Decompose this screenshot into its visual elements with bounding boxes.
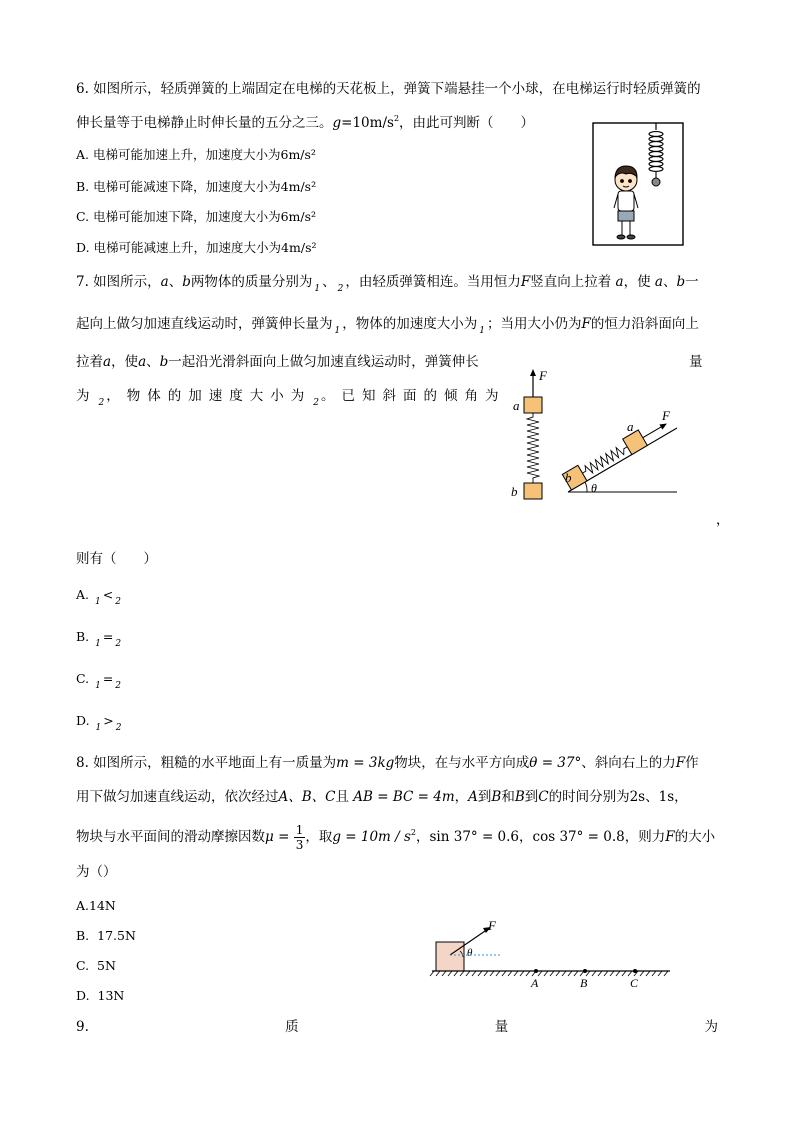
fig7-label-b-vertical: b — [511, 484, 518, 499]
elevator-figure — [592, 122, 684, 246]
q8-stem-line2: 用下做匀加速直线运动，依次经过A、B、C且 AB = BC = 4m，A到B和B到C的时间分别为2s、1s， — [76, 789, 688, 805]
q6-option-d[interactable]: D. 电梯可能减速上升，加速度大小为4m/s² — [76, 240, 317, 255]
q7-option-b[interactable]: B. $_1$ = $_2$ — [76, 629, 122, 649]
q7-option-c[interactable]: C. $_1$ = $_2$ — [76, 671, 122, 691]
fig8-label-F: F — [488, 918, 496, 933]
q6-option-b[interactable]: B. 电梯可能减速下降，加速度大小为4m/s² — [76, 179, 317, 194]
q8-stem-line4: 为（） — [76, 864, 117, 880]
q6-option-a[interactable]: A. 电梯可能加速上升，加速度大小为6m/s² — [76, 147, 316, 162]
q7-comma: ， — [716, 512, 730, 528]
q7-stem-line4: 为 $_2$ ，物体的加速度大小为 $_2$ 。已知斜面的倾角为 — [76, 388, 506, 408]
q6-stem-line1: 6. 如图所示，轻质弹簧的上端固定在电梯的天花板上，弹簧下端悬挂一个小球，在电梯运行时轻质弹簧的 — [76, 81, 701, 97]
q6-option-c[interactable]: C. 电梯可能加速下降，加速度大小为6m/s² — [76, 209, 317, 224]
q8-option-d[interactable]: D. 13N — [76, 988, 125, 1003]
q7-then: 则有（ ） — [76, 551, 157, 567]
q8-stem-line3: 物块与水平面间的滑动摩擦因数μ = $\frac{1}{3}$ ，取$g = 10m / s^2$，sin 37° = 0.6，cos 37° = 0.8，则力F的大小 — [76, 823, 716, 852]
fig7-label-F-incline: F — [662, 408, 670, 423]
fig8-label-theta: θ — [467, 947, 473, 959]
fig7-label-a-incline: a — [627, 419, 634, 434]
fig7-label-b-incline: b — [565, 470, 572, 485]
fig8-label-B: B — [580, 976, 588, 990]
vertical-spring-icon — [527, 413, 539, 483]
spring-blocks-figure — [505, 365, 685, 505]
fig7-label-theta: θ — [591, 481, 597, 495]
q7-stem-line3: 拉着a，使a、b一起沿光滑斜面向上做匀加速直线运动时，弹簧伸长 — [76, 354, 479, 370]
block-ground-figure — [428, 915, 678, 991]
fig7-label-a: a — [513, 398, 520, 413]
fig7-label-F: F — [539, 368, 547, 383]
q8-option-c[interactable]: C. 5N — [76, 958, 116, 973]
q7-stem-line2: 起向上做匀加速直线运动时，弹簧伸长量为 $_1$ ，物体的加速度大小为 $_1$ ；当用大小仍为F的恒力沿斜面向上 — [76, 316, 699, 336]
fig8-label-C: C — [630, 976, 639, 990]
ball-icon — [652, 178, 660, 186]
q8-option-a[interactable]: A.14N — [76, 898, 116, 913]
q7-stem-line1: 7. 如图所示，a、b两物体的质量分别为 $_1$ 、 $_2$ ，由轻质弹簧相连。当用恒力F竖直向上拉着 a，使 a、b一 — [76, 274, 699, 294]
q7-stem-line3-end: 量 — [689, 354, 703, 370]
q7-option-a[interactable]: A. $_1$ < $_2$ — [76, 587, 121, 607]
q8-stem-line1: 8. 如图所示，粗糙的水平地面上有一质量为m = 3kg物块，在与水平方向成θ = 37°、斜向右上的力F作 — [76, 755, 699, 771]
q8-option-b[interactable]: B. 17.5N — [76, 928, 136, 943]
q6-stem-line2: 伸长量等于电梯静止时伸长量的五分之三。$g=10m/s^2$，由此可判断（ ） — [76, 114, 535, 131]
q9-stem-line1: 9. 质 量 为 — [76, 1019, 718, 1035]
q7-option-d[interactable]: D. $_1$ > $_2$ — [76, 713, 122, 733]
mu-fraction: $\frac{1}{3}$ — [295, 823, 304, 852]
fig8-label-A: A — [531, 976, 539, 990]
